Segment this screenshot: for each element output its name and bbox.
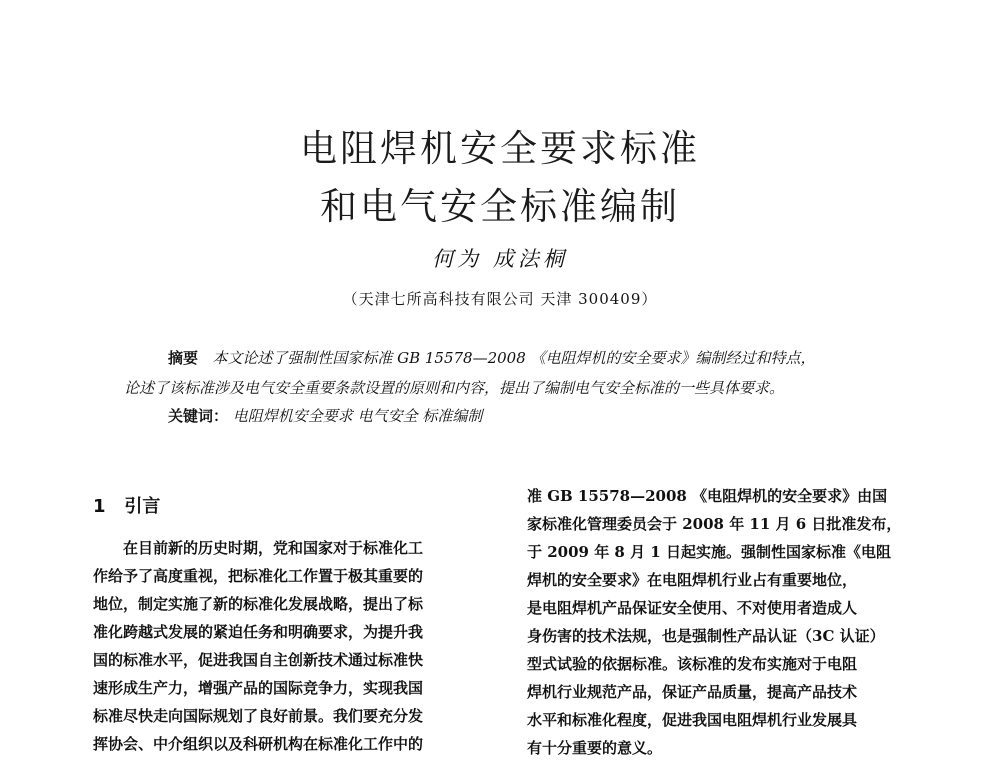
left-paragraph-line: 国的标准水平，促进我国自主创新技术通过标准快 [93,651,424,669]
keywords-label: 关键词： [168,407,229,425]
left-paragraph-line: 在目前新的历史时期，党和国家对于标准化工 [123,539,424,557]
right-paragraph-line: 家标准化管理委员会于 2008 年 11 月 6 日批准发布， [527,515,902,533]
section-heading [93,492,160,518]
right-paragraph-line: 准 GB 15578—2008 《电阻焊机的安全要求》由国 [527,487,888,505]
left-paragraph-line: 标准尽快走向国际规划了良好前景。我们要充分发 [93,707,424,725]
left-paragraph-line: 作给予了高度重视，把标准化工作置于极其重要的 [93,567,424,585]
abstract-label: 摘要 [168,349,199,367]
section-title: 引言 [124,496,161,517]
left-paragraph-line: 速形成生产力，增强产品的国际竞争力，实现我国 [93,679,424,697]
abstract-text-1: 本文论述了强制性国家标准 GB 15578—2008 《电阻焊机的安全要求》编制经过和特点， [212,349,816,367]
right-paragraph-line: 是电阻焊机产品保证安全使用、不对使用者造成人 [527,599,858,617]
left-paragraph-line: 地位，制定实施了新的标准化发展战略，提出了标 [93,595,424,613]
title-line-1: 电阻焊机安全要求标准 [300,127,700,170]
right-paragraph-line: 有十分重要的意义。 [527,739,663,757]
keywords-text: 电阻焊机安全要求 电气安全 标准编制 [232,407,483,425]
authors: 何为 成法桐 [432,247,568,271]
title-line-2: 和电气安全标准编制 [320,185,680,228]
abstract-line-1 [168,347,816,368]
abstract-line-2: 论述了该标准涉及电气安全重要条款设置的原则和内容，提出了编制电气安全标准的一些具体要求。 [124,379,785,397]
section-number: 1 [93,496,106,517]
right-paragraph-line: 于 2009 年 8 月 1 日起实施。强制性国家标准《电阻 [527,543,891,561]
right-paragraph-line: 水平和标准化程度，促进我国电阻焊机行业发展具 [527,711,858,729]
left-paragraph-line: 准化跨越式发展的紧迫任务和明确要求，为提升我 [93,623,424,641]
right-paragraph-line: 身伤害的技术法规，也是强制性产品认证（3C 认证） [527,627,885,645]
left-paragraph-line: 挥协会、中介组织以及科研机构在标准化工作中的 [93,735,424,753]
keywords-line [168,405,482,426]
right-paragraph-line: 焊机的安全要求》在电阻焊机行业占有重要地位， [527,571,858,589]
affiliation: （天津七所高科技有限公司 天津 300409） [342,290,658,308]
right-paragraph-line: 焊机行业规范产品，保证产品质量，提高产品技术 [527,683,858,701]
right-paragraph-line: 型式试验的依据标准。该标准的发布实施对于电阻 [527,655,858,673]
